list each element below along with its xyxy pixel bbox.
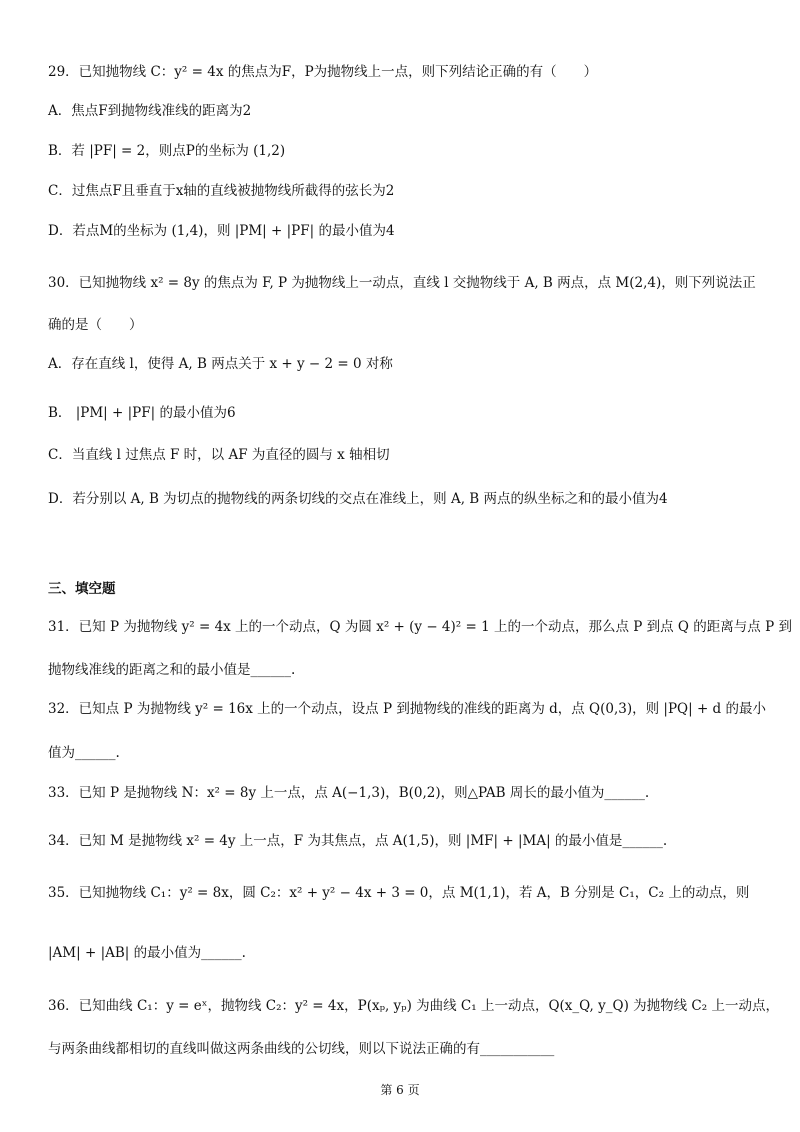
q32-line2: 值为______. bbox=[48, 745, 120, 761]
q29-option-d: D．若点M的坐标为 (1,4)，则 |PM| + |PF| 的最小值为4 bbox=[48, 223, 395, 239]
q34: 34．已知 M 是抛物线 x² = 4y 上一点，F 为其焦点，点 A(1,5)，则 |MF| + |MA| 的最小值是______. bbox=[48, 833, 668, 849]
q35-line2: |AM| + |AB| 的最小值为______. bbox=[48, 945, 246, 961]
q36-line1: 36．已知曲线 C₁：y = eˣ，抛物线 C₂：y² = 4x，P(xₚ, yₚ) 为曲线 C₁ 上一动点，Q(x_Q, y_Q) 为抛物线 C₂ 上一动点， bbox=[48, 998, 779, 1014]
q35-line1: 35．已知抛物线 C₁：y² = 8x，圆 C₂：x² + y² − 4x + 3 = 0，点 M(1,1)，若 A，B 分别是 C₁，C₂ 上的动点，则 bbox=[48, 885, 750, 901]
q30-option-c: C．当直线 l 过焦点 F 时，以 AF 为直径的圆与 x 轴相切 bbox=[48, 447, 390, 463]
q30-option-d: D．若分别以 A, B 为切点的抛物线的两条切线的交点在准线上，则 A, B 两点的纵坐标之和的最小值为4 bbox=[48, 491, 668, 507]
section-heading-fill-in: 三、填空题 bbox=[48, 581, 116, 597]
q29-stem: 29．已知抛物线 C：y² = 4x 的焦点为F，P为抛物线上一点，则下列结论正确的有（ ） bbox=[48, 64, 598, 80]
q31-line1: 31．已知 P 为抛物线 y² = 4x 上的一个动点，Q 为圆 x² + (y − 4)² = 1 上的一个动点，那么点 P 到点 Q 的距离与点 P 到 bbox=[48, 619, 792, 635]
q31-line2: 抛物线准线的距离之和的最小值是______. bbox=[48, 662, 296, 678]
q30-stem-line2: 确的是（ ） bbox=[48, 317, 143, 333]
q33: 33．已知 P 是抛物线 N：x² = 8y 上一点，点 A(−1,3)，B(0,2)，则△PAB 周长的最小值为______. bbox=[48, 785, 650, 801]
q29-option-a: A．焦点F到抛物线准线的距离为2 bbox=[48, 103, 252, 119]
q29-option-c: C．过焦点F且垂直于x轴的直线被抛物线所截得的弦长为2 bbox=[48, 183, 395, 199]
q30-option-a: A．存在直线 l，使得 A, B 两点关于 x + y − 2 = 0 对称 bbox=[48, 356, 393, 372]
q29-option-b: B．若 |PF| = 2，则点P的坐标为 (1,2) bbox=[48, 143, 286, 159]
q30-option-b: B． |PM| + |PF| 的最小值为6 bbox=[48, 405, 236, 421]
page-number: 第 6 页 bbox=[380, 1083, 420, 1097]
q36-line2: 与两条曲线都相切的直线叫做这两条曲线的公切线，则以下说法正确的有___________ bbox=[48, 1041, 555, 1057]
q32-line1: 32．已知点 P 为抛物线 y² = 16x 上的一个动点，设点 P 到抛物线的准线的距离为 d，点 Q(0,3)，则 |PQ| + d 的最小 bbox=[48, 701, 766, 717]
q30-stem-line1: 30．已知抛物线 x² = 8y 的焦点为 F, P 为抛物线上一动点，直线 l 交抛物线于 A, B 两点，点 M(2,4)，则下列说法正 bbox=[48, 275, 756, 291]
